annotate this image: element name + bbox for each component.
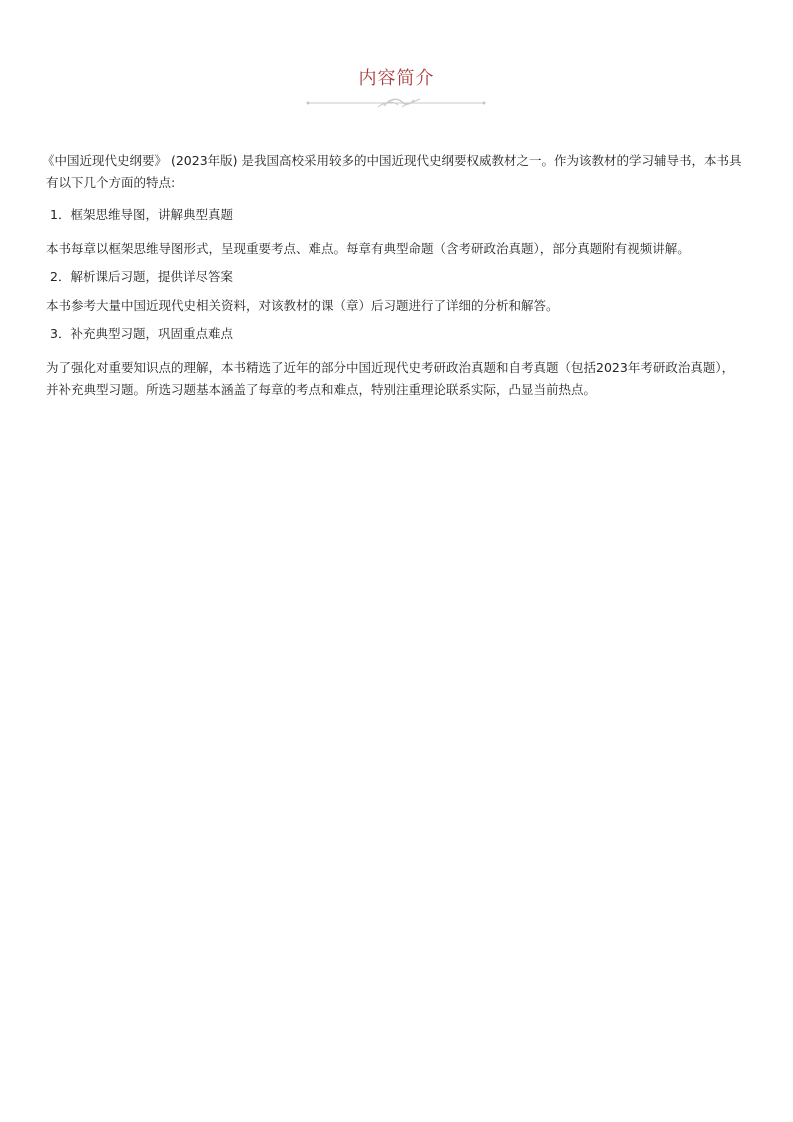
section-heading-3: 3．补充典型习题，巩固重点难点 bbox=[50, 326, 233, 341]
section-body-1: 本书每章以框架思维导图形式，呈现重要考点、难点。每章有典型命题（含考研政治真题），部分真题附有视频讲解。 bbox=[46, 241, 690, 256]
section-body-3: 为了强化对重要知识点的理解，本书精选了近年的部分中国近现代史考研政治真题和自考真题（包括2023年考研政治真题），并补充典型习题。所选习题基本涵盖了每章的考点和难点，特别注重理论联系实际，凸显当前热点。 bbox=[46, 360, 735, 397]
title-divider-ornament bbox=[306, 96, 486, 110]
section-body-2: 本书参考大量中国近现代史相关资料，对该教材的课（章）后习题进行了详细的分析和解答。 bbox=[46, 298, 559, 313]
intro-paragraph: 《中国近现代史纲要》 (2023年版) 是我国高校采用较多的中国近现代史纲要权威教材之一。作为该教材的学习辅导书，本书具有以下几个方面的特点: bbox=[42, 153, 742, 190]
page-title: 内容简介 bbox=[358, 68, 435, 89]
section-heading-2: 2．解析课后习题，提供详尽答案 bbox=[50, 269, 233, 284]
section-heading-1: 1．框架思维导图，讲解典型真题 bbox=[50, 207, 233, 222]
document-body bbox=[42, 150, 746, 401]
